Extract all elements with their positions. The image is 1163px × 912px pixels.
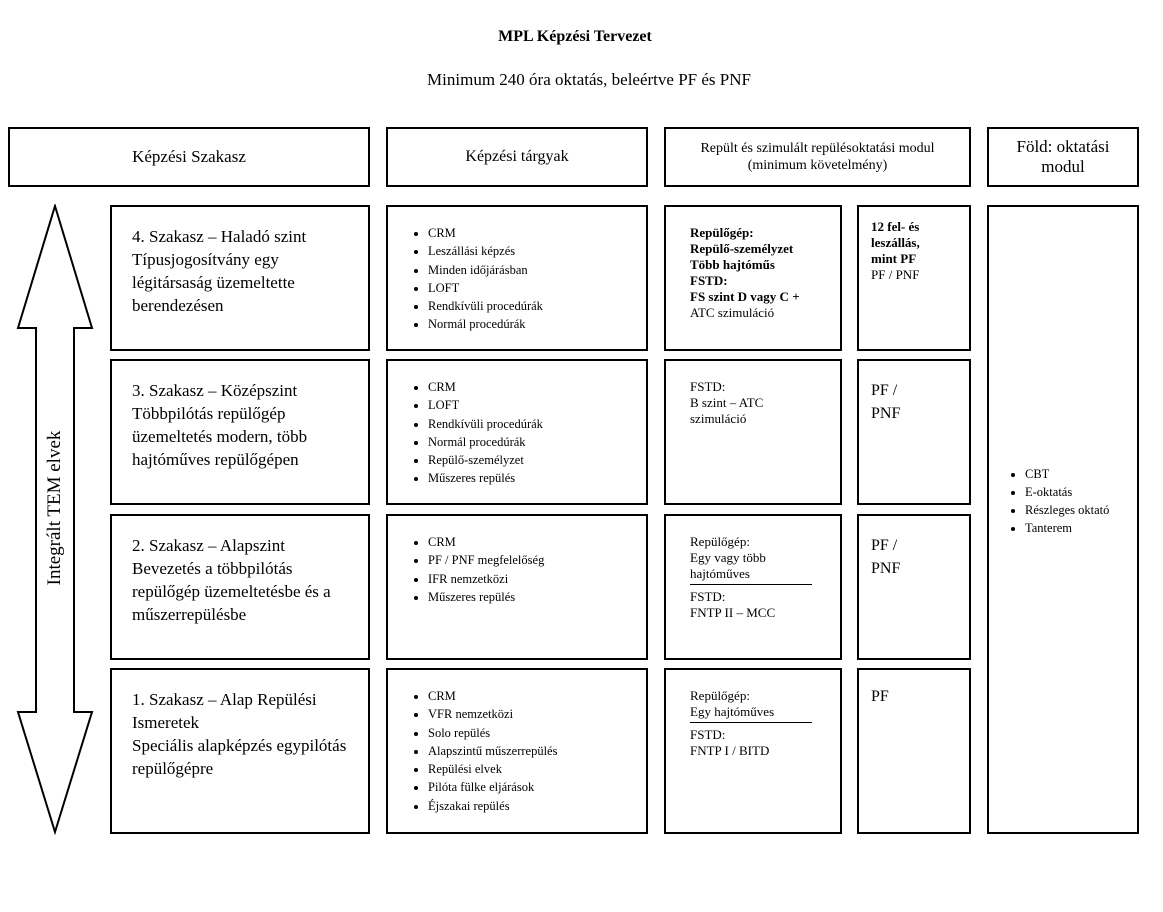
list-item: • Leszállási képzés [428,242,646,260]
list-item: • Éjszakai repülés [428,797,646,815]
stage-4-desc: Típusjogosítvány egy légitársaság üzemeltette berendezésen [132,250,295,315]
subjects-stage-3 [386,359,648,505]
header-subjects-label: Képzési tárgyak [465,148,569,165]
subjects-stage-2 [386,514,648,660]
flight-text: FNTP I / BITD [690,743,770,758]
list-item: • Rendkívüli procedúrák [428,415,646,433]
list-item: • Alapszintű műszerrepülés [428,742,646,760]
page-title: MPL Képzési Tervezet [498,28,652,45]
flight-text: Repülőgép: [690,688,750,703]
list-item: • Minden időjárásban [428,261,646,279]
flight-text: B szint – ATC [690,395,764,410]
subjects-list [388,670,646,815]
list-item: • Részleges oktató [1025,501,1163,519]
stage-4-box [110,205,370,351]
stage-2-desc: Bevezetés a többpilótás repülőgép üzemeltetésbe és a műszerrepülésbe [132,559,331,624]
header-ground-line2: modul [1041,157,1085,176]
list-item: • CBT [1025,465,1163,483]
list-item: • LOFT [428,279,646,297]
flight-text: FSTD: [690,727,726,742]
stage-3-desc: Többpilótás repülőgép üzemeltetés modern, több hajtóműves repülőgépen [132,404,308,469]
pf-stage-2 [857,514,971,660]
pf-text: mint PF [871,251,917,266]
pf-text: PNF [871,405,901,422]
flight-text: FS szint D vagy C + [690,289,800,304]
flight-text: FSTD: [690,379,726,394]
list-item: • VFR nemzetközi [428,705,646,723]
flight-text: Repülő-személyzet [690,241,794,256]
divider [690,722,812,723]
header-stage [8,127,370,187]
list-item: • Tanterem [1025,519,1163,537]
subjects-list [388,207,646,334]
flight-stage-1 [664,668,842,834]
header-subjects [386,127,648,187]
list-item: • PF / PNF megfelelőség [428,551,646,569]
subjects-stage-4 [386,205,648,351]
flight-stage-4 [664,205,842,351]
stage-1-name: 1. Szakasz – Alap Repülési Ismeretek [132,690,317,732]
list-item: • Normál procedúrák [428,433,646,451]
flight-text: Egy vagy több [690,550,766,565]
subjects-list [388,516,646,606]
list-item: • Repülési elvek [428,760,646,778]
flight-stage-2 [664,514,842,660]
list-item: • CRM [428,224,646,242]
pf-stage-1 [857,668,971,834]
pf-text: 12 fel- és leszállás, [871,219,920,250]
header-ground-module [987,127,1139,187]
flight-text: ATC szimuláció [690,305,775,320]
divider [690,584,812,585]
list-item: • Repülő-személyzet [428,451,646,469]
pf-text: PNF [871,560,901,577]
list-item: • CRM [428,378,646,396]
pf-text: PF / PNF [871,267,920,282]
flight-text: Egy hajtóműves [690,704,775,719]
header-flight-module [664,127,971,187]
stage-4-name: 4. Szakasz – Haladó szint [132,227,307,246]
list-item: • Solo repülés [428,724,646,742]
header-stage-label: Képzési Szakasz [132,147,246,166]
ground-module-box [987,205,1139,834]
flight-stage-3 [664,359,842,505]
stage-1-desc: Speciális alapképzés egypilótás repülőgépre [132,736,347,778]
arrow-label: Integrált TEM elvek [44,430,65,586]
stage-3-box [110,359,370,505]
header-ground-line1: Föld: oktatási [1016,137,1110,156]
list-item: • Műszeres repülés [428,588,646,606]
pf-stage-4 [857,205,971,351]
list-item: • CRM [428,687,646,705]
stage-3-name: 3. Szakasz – Középszint [132,381,298,400]
list-item: • LOFT [428,396,646,414]
flight-text: hajtóműves [690,566,750,581]
flight-text: Több hajtóműs [690,257,775,272]
pf-text: PF / [871,537,898,554]
list-item: • Rendkívüli procedúrák [428,297,646,315]
stage-1-box [110,668,370,834]
header-flight-line1: Repült és szimulált repülésoktatási modul [700,141,935,156]
header-flight-line2: (minimum követelmény) [747,158,888,173]
flight-text: Repülőgép: [690,225,754,240]
pf-stage-3 [857,359,971,505]
pf-text: PF / [871,382,898,399]
subjects-list [388,361,646,488]
flight-text: FSTD: [690,273,728,288]
stage-2-name: 2. Szakasz – Alapszint [132,536,285,555]
flight-text: FNTP II – MCC [690,605,776,620]
list-item: • Pilóta fülke eljárások [428,778,646,796]
pf-text: PF [871,688,889,705]
list-item: • Műszeres repülés [428,469,646,487]
list-item: • E-oktatás [1025,483,1163,501]
stage-2-box [110,514,370,660]
subjects-stage-1 [386,668,648,834]
page-subtitle: Minimum 240 óra oktatás, beleértve PF és PNF [427,70,751,89]
flight-text: FSTD: [690,589,726,604]
flight-text: szimuláció [690,411,747,426]
list-item: • Normál procedúrák [428,315,646,333]
ground-module-list [989,465,1163,537]
list-item: • CRM [428,533,646,551]
flight-text: Repülőgép: [690,534,750,549]
list-item: • IFR nemzetközi [428,570,646,588]
